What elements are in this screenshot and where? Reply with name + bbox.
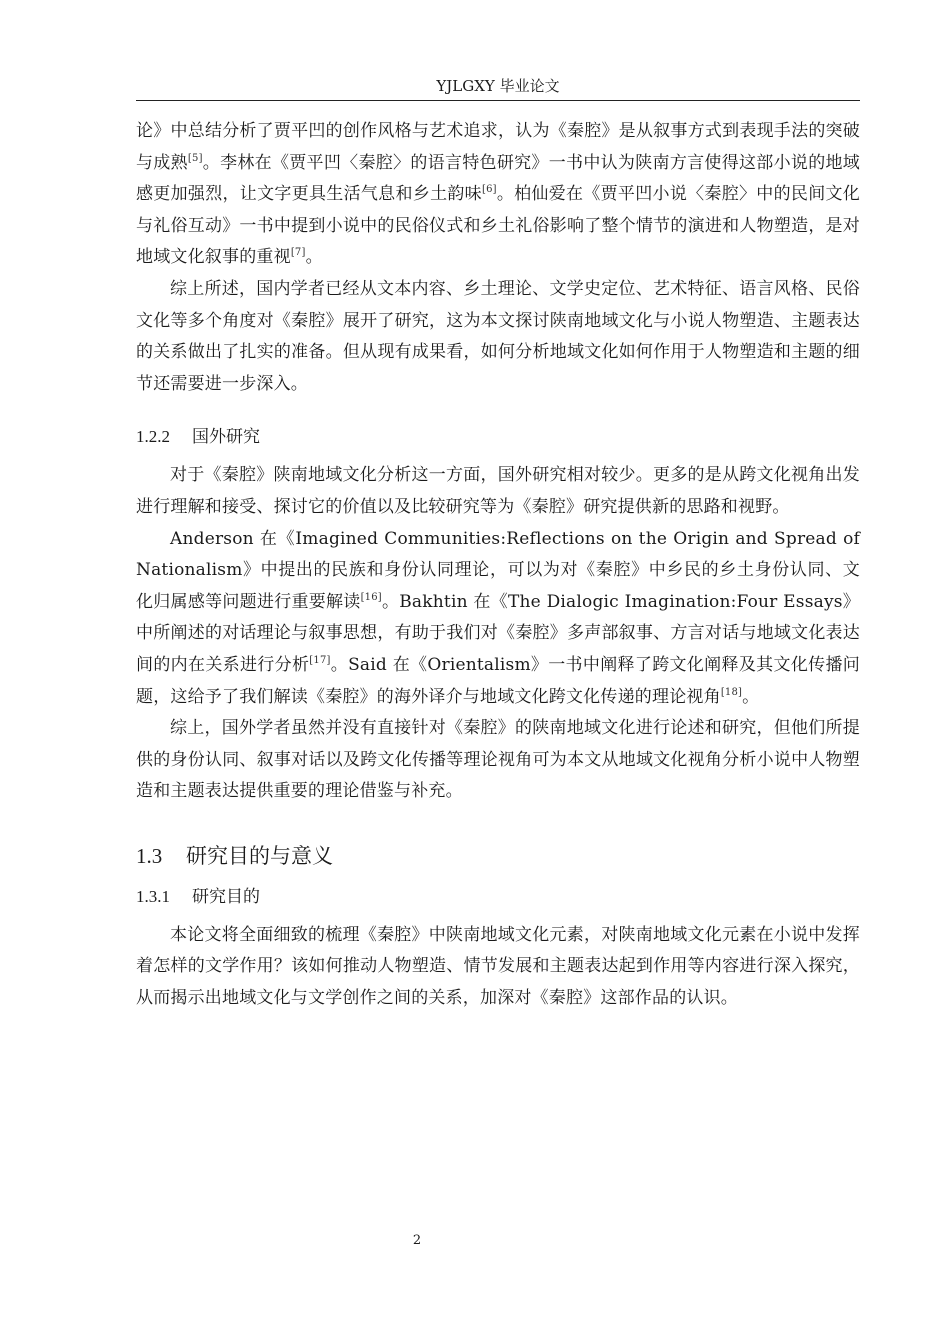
- paragraph-text: 。: [305, 247, 323, 268]
- section-title: 研究目的与意义: [186, 843, 333, 868]
- citation-ref: [6]: [481, 184, 497, 196]
- citation-ref: [17]: [309, 654, 331, 666]
- paragraph-foreign-theories: [136, 524, 860, 714]
- section-heading-1-3-1: [136, 886, 860, 908]
- section-heading-1-2-2: [136, 426, 860, 448]
- page-body: [136, 116, 860, 1015]
- paragraph-text: 。Bakhtin 在《The Dialogic Imagination:Four Essays》中所阐述的对话理论与叙事思想，有助于我们对《秦腔》多声部叙事、方言对话与地域文化表达间的内在关系进行分析: [136, 591, 860, 675]
- section-number: 1.3.1: [136, 886, 170, 906]
- section-heading-1-3: [136, 842, 860, 870]
- citation-ref: [18]: [720, 686, 743, 698]
- section-number: 1.3: [136, 843, 163, 868]
- page-number: 2: [412, 1233, 422, 1248]
- paragraph-text: 。: [742, 686, 760, 707]
- citation-ref: [16]: [360, 591, 382, 603]
- paragraph-foreign-summary: 综上，国外学者虽然并没有直接针对《秦腔》的陕南地域文化进行论述和研究，但他们所提供的身份认同、叙事对话以及跨文化传播等理论视角可为本文从地域文化视角分析小说中人物塑造和主题表达提供重要的理论借鉴与补充。: [136, 718, 860, 802]
- page-header: YJLGXY 毕业论文: [436, 77, 560, 95]
- paragraph-text: 。Said 在《Orientalism》一书中阐释了跨文化阐释及其文化传播问题，这给予了我们解读《秦腔》的海外译介与地域文化跨文化传递的理论视角: [136, 654, 861, 707]
- paragraph-text: Anderson 在《Imagined Communities:Reflections on the Origin and Spread of Nationalism》中提出的民族和身份认同理论，可以为对《秦腔》中乡民的乡土身份认同、文化归属感等问题进行重要解读: [136, 528, 860, 612]
- paragraph-foreign-intro: 对于《秦腔》陕南地域文化分析这一方面，国外研究相对较少。更多的是从跨文化视角出发进行理解和接受、探讨它的价值以及比较研究等为《秦腔》研究提供新的思路和视野。: [136, 465, 860, 517]
- paragraph-text: 。李林在《贾平凹〈秦腔〉的语言特色研究》一书中认为陕南方言使得这部小说的地域感更加强烈，让文字更具生活气息和乡土韵味: [136, 152, 860, 205]
- paragraph-domestic-summary: 综上所述，国内学者已经从文本内容、乡土理论、文学史定位、艺术特征、语言风格、民俗文化等多个角度对《秦腔》展开了研究，这为本文探讨陕南地域文化与小说人物塑造、主题表达的关系做出了扎实的准备。但从现有成果看，如何分析地域文化如何作用于人物塑造和主题的细节还需要进一步深入。: [136, 278, 860, 394]
- paragraph-domestic-research-continued: [136, 116, 860, 274]
- section-title: 国外研究: [192, 427, 260, 448]
- paragraph-research-purpose: 本论文将全面细致的梳理《秦腔》中陕南地域文化元素，对陕南地域文化元素在小说中发挥着怎样的文学作用？该如何推动人物塑造、情节发展和主题表达起到作用等内容进行深入探究，从而揭示出地域文化与文学创作之间的关系，加深对《秦腔》这部作品的认识。: [136, 924, 860, 1009]
- citation-ref: [5]: [187, 152, 203, 164]
- paragraph-text: 。柏仙爱在《贾平凹小说〈秦腔〉中的民间文化与礼俗互动》一书中提到小说中的民俗仪式和乡土礼俗影响了整个情节的演进和人物塑造，是对地域文化叙事的重视: [136, 184, 860, 268]
- section-title: 研究目的: [192, 886, 260, 907]
- section-number: 1.2.2: [136, 427, 170, 447]
- citation-ref: [7]: [290, 247, 306, 259]
- paragraph-text: 论》中总结分析了贾平凹的创作风格与艺术追求，认为《秦腔》是从叙事方式到表现手法的突破与成熟: [136, 121, 860, 173]
- header-rule: [136, 100, 860, 101]
